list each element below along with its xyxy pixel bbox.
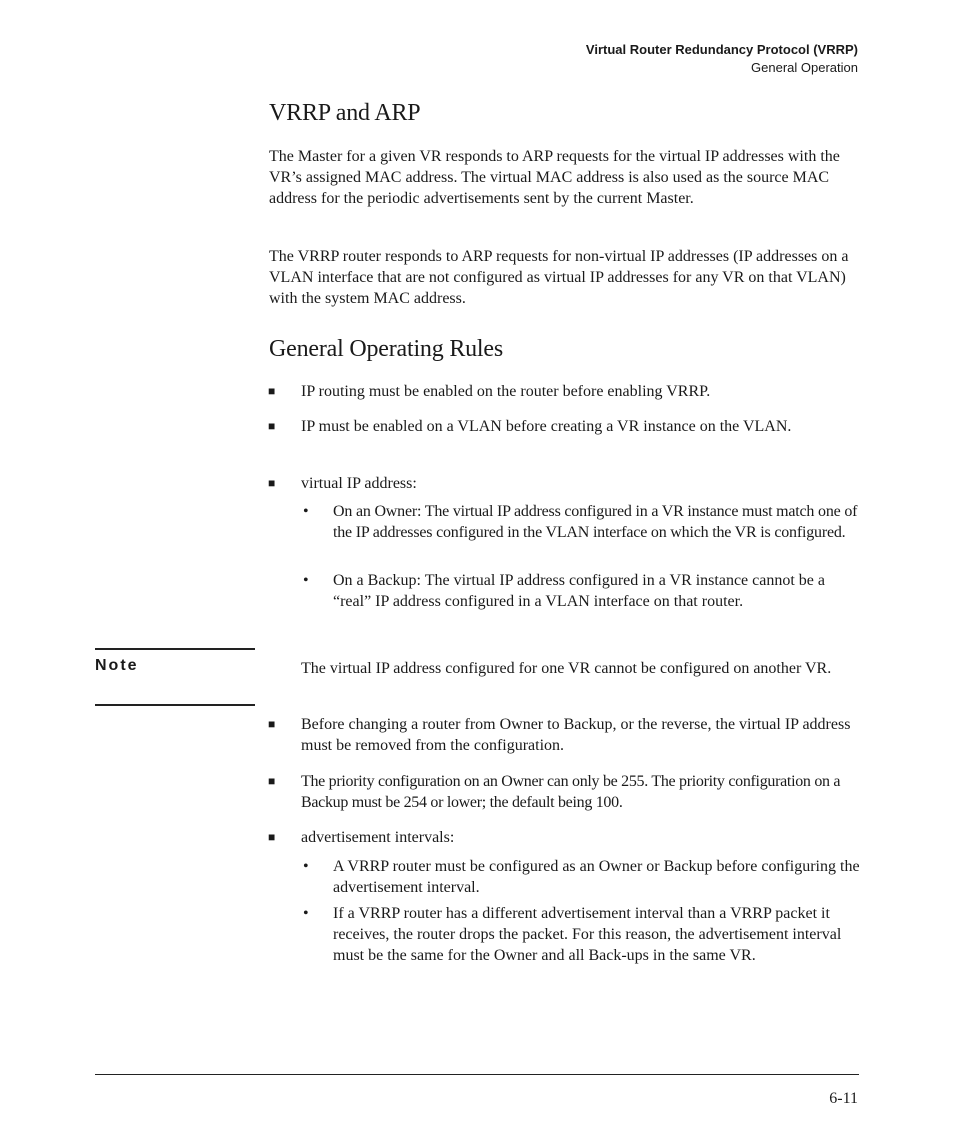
rule-owner-virtual-ip: On an Owner: The virtual IP address configured in a VR instance must match one of the IP addresses configured in the VLAN interface on which the VR is configured. — [333, 503, 858, 541]
square-bullet: ■ — [268, 774, 276, 788]
sub-bullet: • — [303, 858, 309, 875]
square-bullet: ■ — [268, 830, 276, 844]
rule-virtual-ip: virtual IP address: — [301, 475, 417, 492]
rule-backup-virtual-ip: On a Backup: The virtual IP address configured in a VR instance cannot be a “real” IP address configured in a VLAN interface on that router. — [333, 572, 826, 610]
sub-bullet: • — [303, 905, 309, 922]
rule-configure-before-interval: A VRRP router must be configured as an Owner or Backup before configuring the advertisement interval. — [333, 858, 860, 896]
rule-interval-mismatch: If a VRRP router has a different advertisement interval than a VRRP packet it receives, the router drops the packet. For this reason, the advertisement interval must be the same for the Owner and all Back-ups in the same VR. — [333, 905, 842, 964]
heading-vrrp-and-arp: VRRP and ARP — [269, 100, 421, 126]
square-bullet: ■ — [268, 476, 276, 490]
rule-changing-role: Before changing a router from Owner to Backup, or the reverse, the virtual IP address must be removed from the configuration. — [301, 716, 851, 754]
square-bullet: ■ — [268, 384, 276, 398]
page-number: 6-11 — [829, 1090, 858, 1107]
rule-ip-routing: IP routing must be enabled on the router before enabling VRRP. — [301, 383, 711, 400]
heading-general-operating-rules: General Operating Rules — [269, 336, 503, 362]
chapter-title: Virtual Router Redundancy Protocol (VRRP) — [585, 42, 858, 57]
note-text: The virtual IP address configured for one VR cannot be configured on another VR. — [301, 660, 832, 677]
paragraph-master-arp: The Master for a given VR responds to ARP requests for the virtual IP addresses with the VR’s assigned MAC address. The virtual MAC address is also used as the source MAC address for the periodic advertisements sent by the current Master. — [269, 148, 840, 207]
sub-bullet: • — [303, 572, 309, 589]
square-bullet: ■ — [268, 717, 276, 731]
paragraph-router-arp: The VRRP router responds to ARP requests for non-virtual IP addresses (IP addresses on a VLAN interface that are not configured as virtual IP addresses for any VR on that VLAN) with the system MAC address. — [269, 248, 849, 307]
note-bottom-rule — [95, 704, 255, 706]
square-bullet: ■ — [268, 419, 276, 433]
note-top-rule — [95, 648, 255, 650]
footer-rule — [95, 1074, 859, 1075]
rule-advertisement-intervals: advertisement intervals: — [301, 829, 455, 846]
section-title: General Operation — [751, 60, 858, 75]
note-label: Note — [95, 657, 139, 674]
sub-bullet: • — [303, 503, 309, 520]
rule-priority: The priority configuration on an Owner can only be 255. The priority configuration on a Backup must be 254 or lower; the default being 100. — [301, 773, 841, 811]
running-header — [586, 41, 858, 77]
rule-ip-vlan: IP must be enabled on a VLAN before creating a VR instance on the VLAN. — [301, 418, 792, 435]
